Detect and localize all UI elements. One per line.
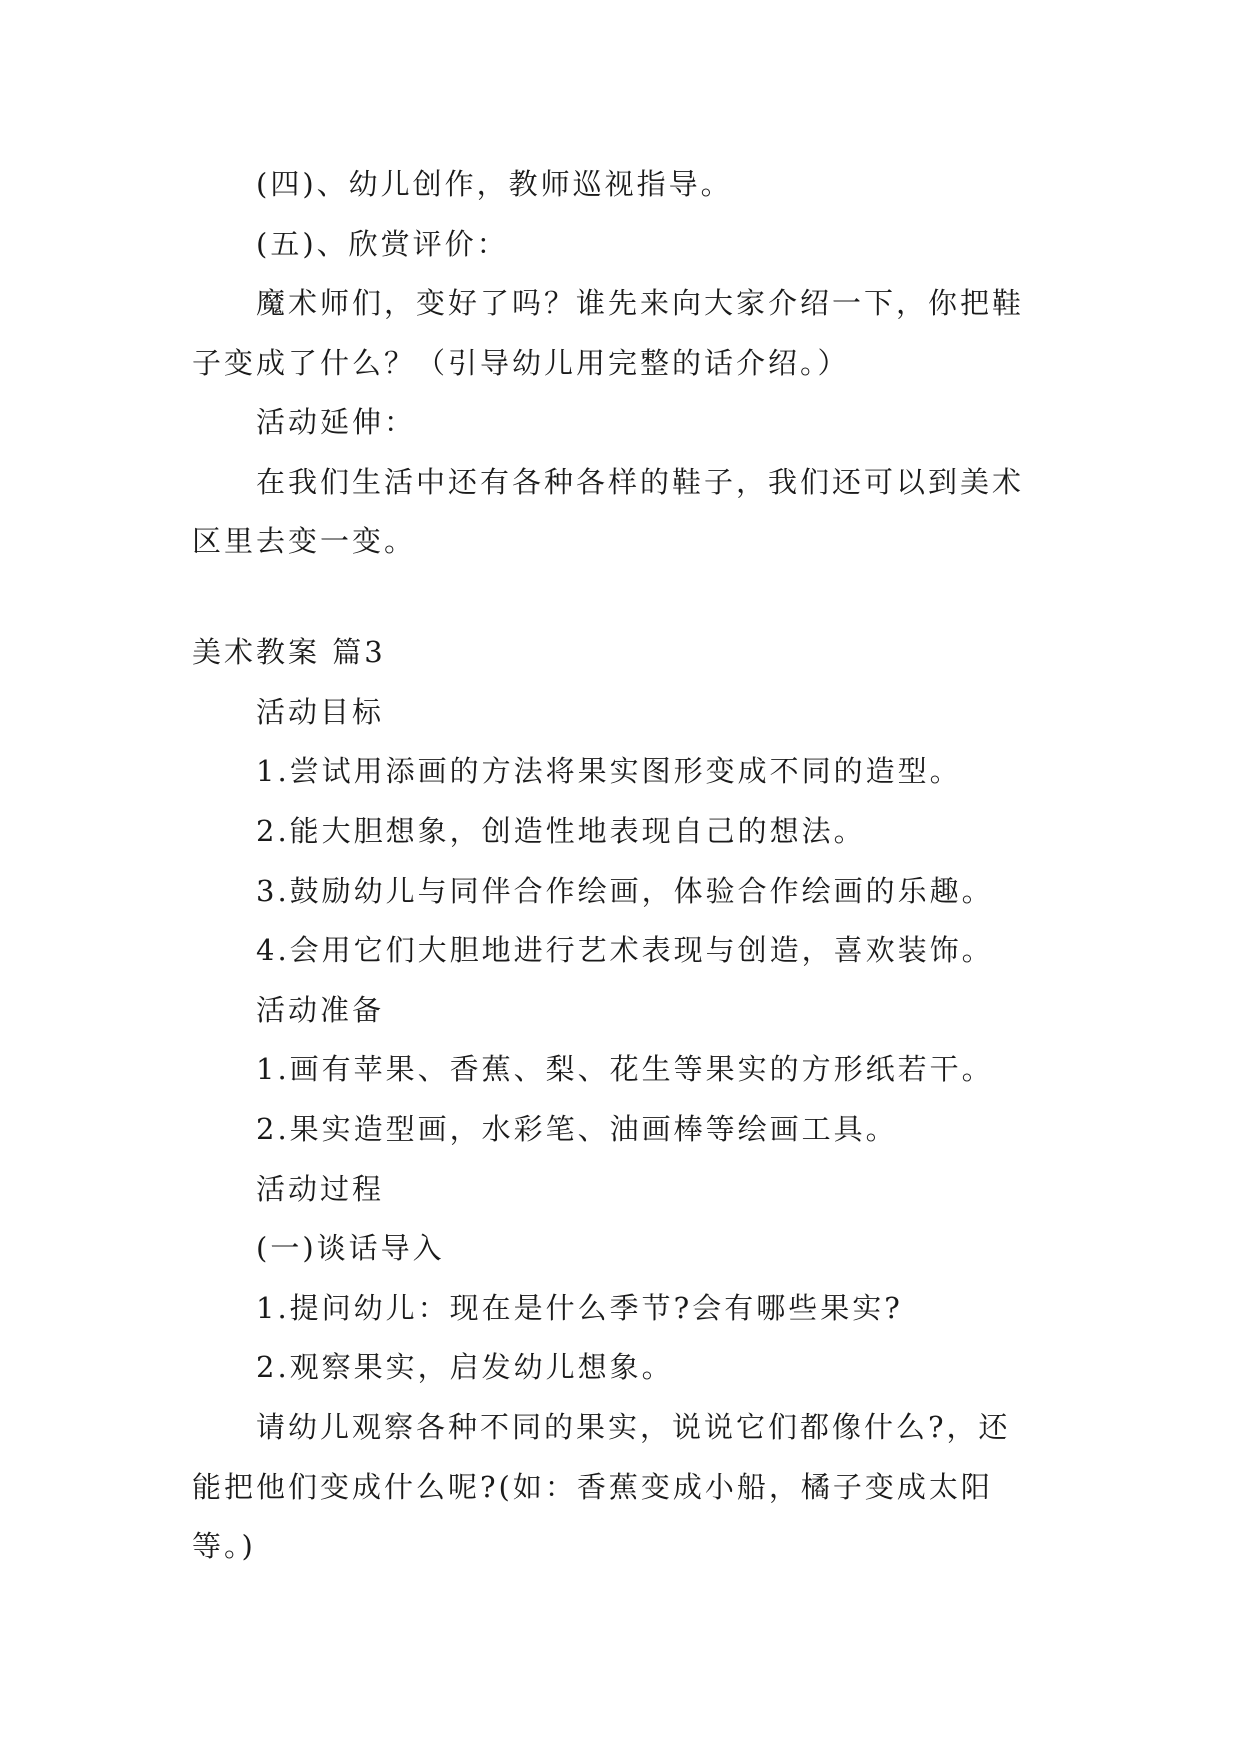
extension-heading: 活动延伸： — [256, 405, 417, 439]
objectives-heading: 活动目标 — [256, 695, 385, 729]
list-item: 1.画有苹果、香蕉、梨、花生等果实的方形纸若干。 — [256, 1052, 994, 1086]
step-five-heading: (五)、欣赏评价： — [256, 227, 509, 261]
subheading: (一)谈话导入 — [256, 1231, 445, 1265]
paragraph-line: 在我们生活中还有各种各样的鞋子，我们还可以到美术 — [256, 465, 1025, 499]
list-item: 2.果实造型画，水彩笔、油画棒等绘画工具。 — [256, 1112, 898, 1146]
paragraph-line: 魔术师们，变好了吗？谁先来向大家介绍一下，你把鞋 — [256, 286, 1025, 320]
section-title: 美术教案 篇3 — [192, 635, 386, 669]
preparation-heading: 活动准备 — [256, 993, 385, 1027]
list-item: 3.鼓励幼儿与同伴合作绘画，体验合作绘画的乐趣。 — [256, 874, 994, 908]
step-four-line: (四)、幼儿创作，教师巡视指导。 — [256, 167, 733, 201]
paragraph-line: 请幼儿观察各种不同的果实，说说它们都像什么?，还 — [256, 1410, 1011, 1444]
list-item: 2.观察果实，启发幼儿想象。 — [256, 1350, 674, 1384]
paragraph-line: 区里去变一变。 — [192, 524, 417, 558]
paragraph-line: 子变成了什么？（引导幼儿用完整的话介绍。） — [192, 346, 850, 380]
paragraph-line: 等。) — [192, 1529, 256, 1563]
list-item: 2.能大胆想象，创造性地表现自己的想法。 — [256, 814, 866, 848]
paragraph-line: 能把他们变成什么呢?(如：香蕉变成小船，橘子变成太阳 — [192, 1470, 993, 1504]
list-item: 4.会用它们大胆地进行艺术表现与创造，喜欢装饰。 — [256, 933, 994, 967]
process-heading: 活动过程 — [256, 1172, 385, 1206]
list-item: 1.尝试用添画的方法将果实图形变成不同的造型。 — [256, 754, 962, 788]
list-item: 1.提问幼儿：现在是什么季节?会有哪些果实? — [256, 1291, 903, 1325]
